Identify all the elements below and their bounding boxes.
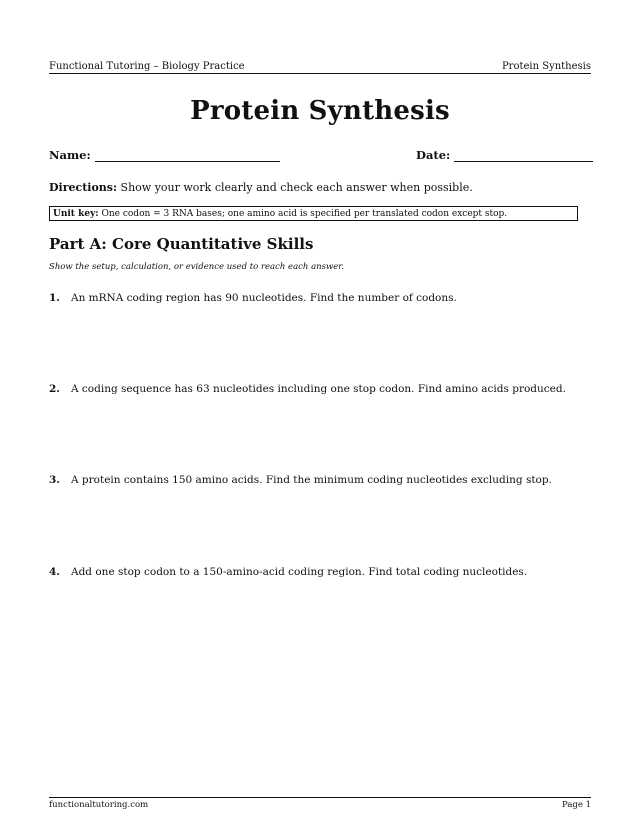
date-blank-line[interactable] — [454, 151, 593, 162]
part-title: Part A: Core Quantitative Skills — [49, 235, 314, 253]
name-label: Name: — [49, 148, 91, 162]
date-field — [416, 148, 593, 162]
question-text: Add one stop codon to a 150-amino-acid coding region. Find total coding nucleotides. — [71, 566, 528, 578]
unit-key-box — [49, 206, 578, 221]
footer-rule — [49, 797, 591, 798]
question-4 — [49, 566, 527, 578]
question-number: 3. — [49, 474, 60, 486]
page-footer — [49, 800, 591, 810]
directions-label: Directions: — [49, 181, 118, 194]
unit-key-label: Unit key: — [53, 209, 99, 219]
directions — [49, 181, 473, 194]
question-text: A coding sequence has 63 nucleotides including one stop codon. Find amino acids produced. — [71, 383, 566, 395]
header-rule — [49, 73, 591, 74]
question-2 — [49, 383, 566, 395]
name-blank-line[interactable] — [95, 151, 280, 162]
question-number: 1. — [49, 292, 60, 304]
question-number: 2. — [49, 383, 60, 395]
header-right: Protein Synthesis — [501, 61, 591, 72]
question-number: 4. — [49, 566, 60, 578]
date-label: Date: — [416, 148, 451, 162]
part-subtitle: Show the setup, calculation, or evidence used to reach each answer. — [49, 262, 345, 272]
directions-text: Show your work clearly and check each answer when possible. — [117, 181, 473, 194]
page-title: Protein Synthesis — [190, 96, 450, 126]
header-left: Functional Tutoring – Biology Practice — [49, 61, 245, 72]
question-1 — [49, 292, 457, 304]
question-text: An mRNA coding region has 90 nucleotides. Find the number of codons. — [71, 292, 457, 304]
page-header — [49, 58, 591, 72]
question-text: A protein contains 150 amino acids. Find the minimum coding nucleotides excluding stop. — [71, 474, 552, 486]
unit-key-text: One codon = 3 RNA bases; one amino acid is specified per translated codon except stop. — [98, 209, 508, 219]
name-field — [49, 148, 280, 162]
question-3 — [49, 474, 552, 486]
footer-page-number: Page 1 — [562, 800, 591, 810]
footer-left: functionaltutoring.com — [49, 800, 149, 810]
